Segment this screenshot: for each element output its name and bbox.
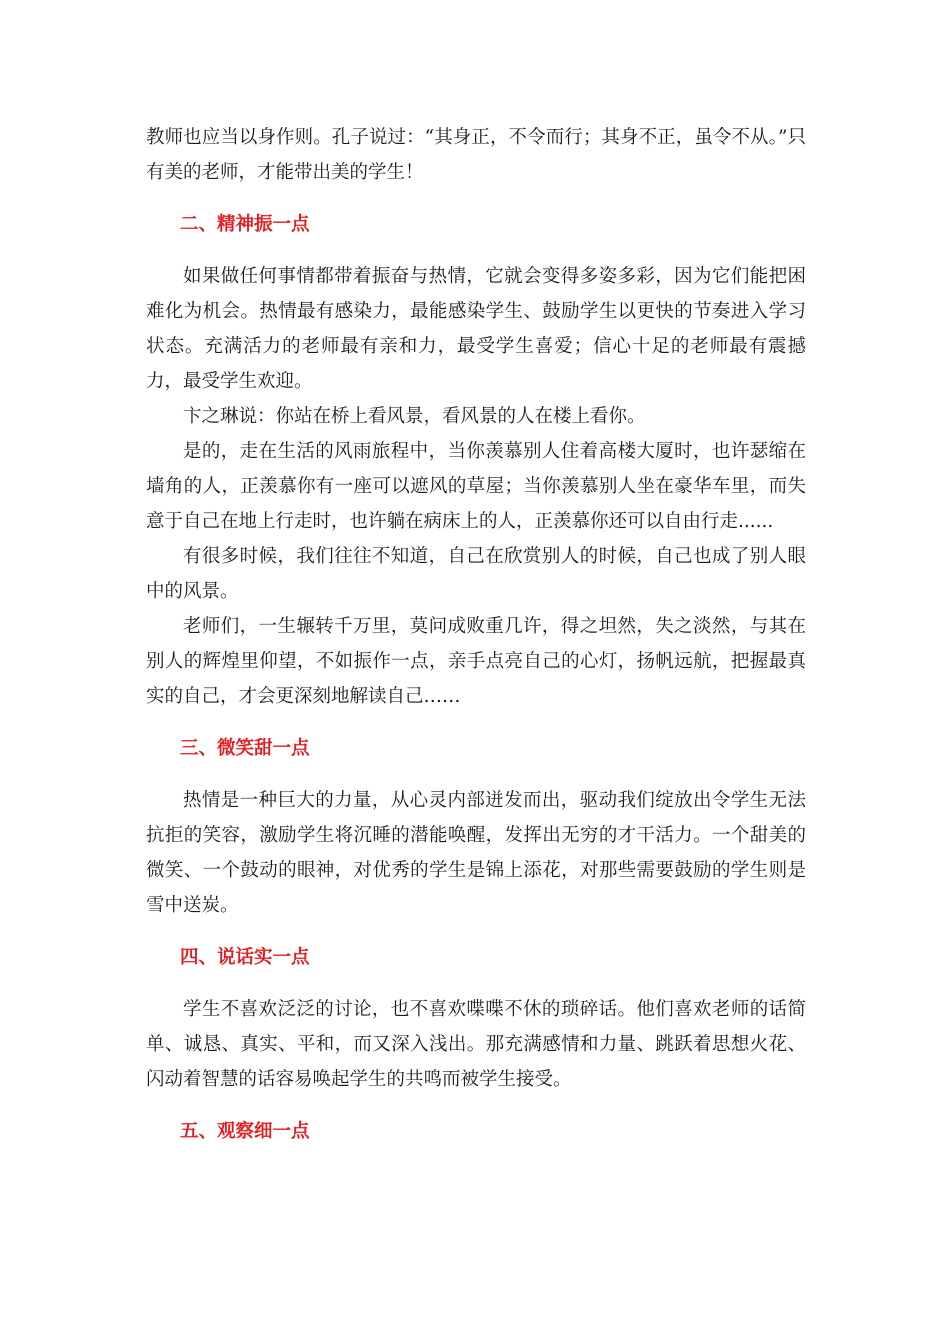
paragraph-scenery: 是的，走在生活的风雨旅程中，当你羡慕别人住着高楼大厦时，也许瑟缩在墙角的人，正羡慕你有一座可以遮风的草屋；当你羡慕别人坐在豪华车里，而失意于自己在地上行走时，也许躺在病床上的人，正羡慕你还可以自由行走...... bbox=[146, 441, 806, 532]
paragraph-speech: 学生不喜欢泛泛的讨论，也不喜欢喋喋不休的琐碎话。他们喜欢老师的话简单、诚恳、真实、平和，而又深入浅出。那充满感情和力量、跳跃着思想火花、闪动着智慧的话容易唤起学生的共鸣而被学生接受。 bbox=[146, 999, 806, 1090]
spacer bbox=[146, 190, 806, 207]
section-heading-4: 四、说话实一点 bbox=[180, 947, 310, 968]
spacer bbox=[146, 766, 806, 783]
paragraph-teachers: 老师们，一生辗转千万里，莫问成败重几许，得之坦然，失之淡然，与其在别人的辉煌里仰望，不如振作一点，亲手点亮自己的心灯，扬帆远航，把握最真实的自己，才会更深刻地解读自己…… bbox=[146, 616, 806, 707]
paragraph-enthusiasm: 如果做任何事情都带着振奋与热情，它就会变得多姿多彩，因为它们能把困难化为机会。热情最有感染力，最能感染学生、鼓励学生以更快的节奏进入学习状态。充满活力的老师最有亲和力，最受学生喜爱；信心十足的老师最有震撼力，最受学生欢迎。 bbox=[146, 266, 806, 392]
spacer bbox=[146, 923, 806, 940]
spacer bbox=[146, 1097, 806, 1114]
section-heading-2: 二、精神振一点 bbox=[180, 214, 310, 235]
spacer bbox=[146, 242, 806, 259]
spacer bbox=[146, 714, 806, 731]
document-page bbox=[146, 120, 806, 1149]
paragraph-others: 有很多时候，我们往往不知道，自己在欣赏别人的时候，自己也成了别人眼中的风景。 bbox=[146, 546, 806, 602]
section-heading-3: 三、微笑甜一点 bbox=[180, 738, 310, 759]
spacer bbox=[146, 975, 806, 992]
paragraph-quote: 卞之琳说：你站在桥上看风景，看风景的人在楼上看你。 bbox=[183, 406, 646, 427]
paragraph-intro: 教师也应当以身作则。孔子说过：“其身正，不令而行；其身不正，虽令不从。”只有美的老师，才能带出美的学生！ bbox=[146, 127, 806, 183]
paragraph-smile: 热情是一种巨大的力量，从心灵内部迸发而出，驱动我们绽放出令学生无法抗拒的笑容，激励学生将沉睡的潜能唤醒，发挥出无穷的才干活力。一个甜美的微笑、一个鼓动的眼神，对优秀的学生是锦上添花，对那些需要鼓励的学生则是雪中送炭。 bbox=[146, 790, 806, 916]
section-heading-5: 五、观察细一点 bbox=[180, 1121, 310, 1142]
